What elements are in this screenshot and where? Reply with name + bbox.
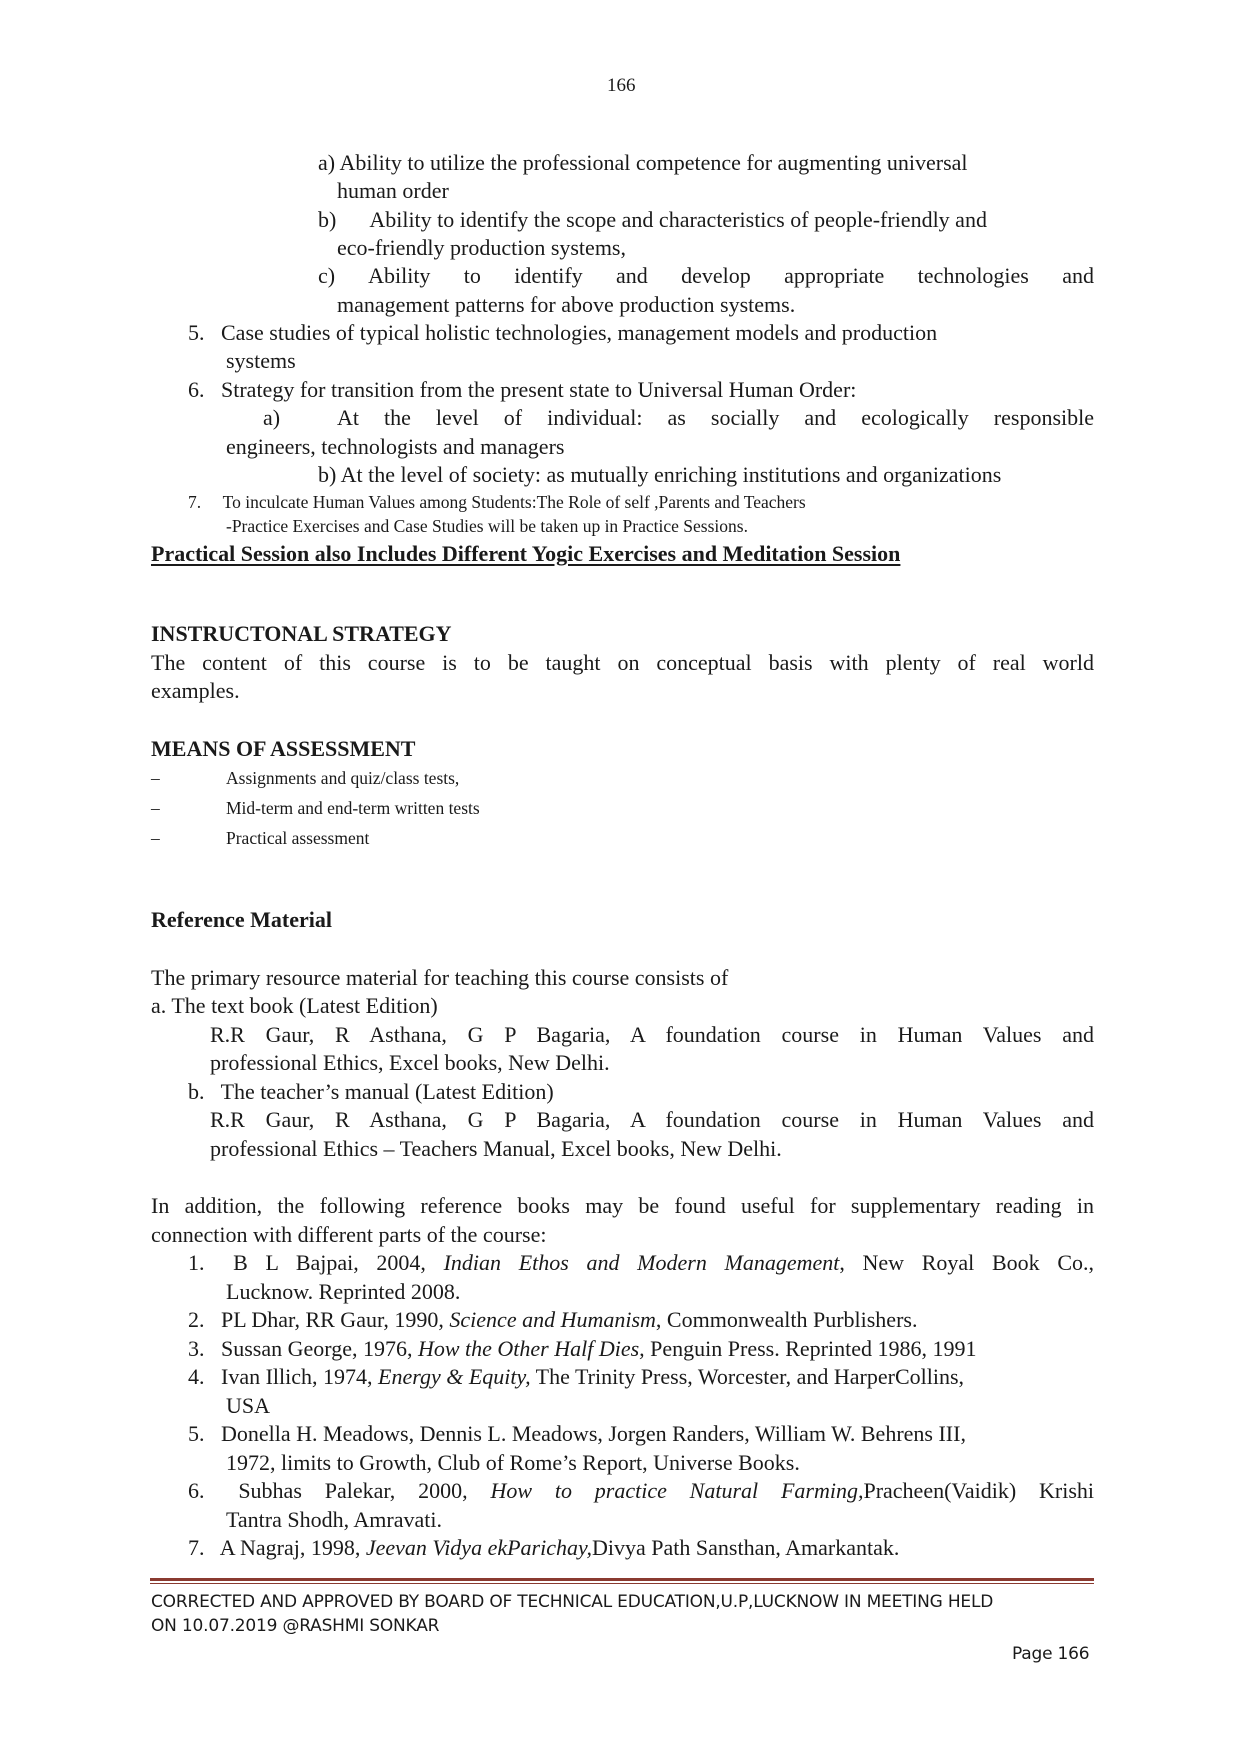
- strategy-heading: INSTRUCTONAL STRATEGY: [151, 621, 452, 646]
- assessment-heading: MEANS OF ASSESSMENT: [151, 736, 416, 761]
- addition-text-line1: In addition, the following reference books may be found useful for supplementary reading in: [151, 1193, 1094, 1218]
- textbook-citation-line1: R.R Gaur, R Asthana, G P Bagaria, A foundation course in Human Values and: [210, 1022, 1094, 1047]
- footer-approval-line1: CORRECTED AND APPROVED BY BOARD OF TECHNICAL EDUCATION,U.P,LUCKNOW IN MEETING HELD: [151, 1592, 994, 1612]
- footer-divider: [150, 1578, 1094, 1581]
- item-5-line2: systems: [226, 348, 296, 373]
- list-item-dash: –: [151, 798, 160, 818]
- item-6-a-line1: a) At the level of individual: as socially and ecologically responsible: [263, 405, 1094, 430]
- item-5-line1: 5. Case studies of typical holistic technologies, management models and production: [188, 320, 938, 345]
- manual-citation-line2: professional Ethics – Teachers Manual, Excel books, New Delhi.: [210, 1136, 782, 1161]
- reference-item-7: 7. A Nagraj, 1998, Jeevan Vidya ekParichay,Divya Path Sansthan, Amarkantak.: [188, 1535, 900, 1560]
- reference-heading: Reference Material: [151, 907, 332, 932]
- primary-resource-text: The primary resource material for teaching this course consists of: [151, 965, 729, 990]
- textbook-item: a. The text book (Latest Edition): [151, 993, 438, 1018]
- strategy-text-line2: examples.: [151, 678, 240, 703]
- addition-text-line2: connection with different parts of the course:: [151, 1222, 547, 1247]
- textbook-citation-line2: professional Ethics, Excel books, New Delhi.: [210, 1050, 610, 1075]
- manual-item: b. The teacher’s manual (Latest Edition): [188, 1079, 554, 1104]
- reference-item-5-cont: 1972, limits to Growth, Club of Rome’s Report, Universe Books.: [226, 1450, 800, 1475]
- reference-item-5: 5. Donella H. Meadows, Dennis L. Meadows, Jorgen Randers, William W. Behrens III,: [188, 1421, 966, 1446]
- item-6-a-line2: engineers, technologists and managers: [226, 434, 565, 459]
- footer-page-label: Page 166: [1012, 1644, 1090, 1664]
- item-a-line2: human order: [337, 178, 449, 203]
- reference-item-4: 4. Ivan Illich, 1974, Energy & Equity, The Trinity Press, Worcester, and HarperCollins,: [188, 1364, 965, 1389]
- item-6-b: b) At the level of society: as mutually enriching institutions and organizations: [318, 462, 1002, 487]
- practical-session-note: Practical Session also Includes Different Yogic Exercises and Meditation Session: [151, 541, 901, 566]
- manual-citation-line1: R.R Gaur, R Asthana, G P Bagaria, A foundation course in Human Values and: [210, 1107, 1094, 1132]
- footer-divider-thin: [150, 1583, 1094, 1584]
- list-item: Assignments and quiz/class tests,: [226, 768, 460, 788]
- list-item: Practical assessment: [226, 828, 370, 848]
- item-7-line1: 7. To inculcate Human Values among Students:The Role of self ,Parents and Teachers: [188, 492, 806, 512]
- list-item-dash: –: [151, 828, 160, 848]
- item-c-line2: management patterns for above production systems.: [337, 292, 796, 317]
- item-a-line1: a) Ability to utilize the professional competence for augmenting universal: [318, 150, 968, 175]
- footer-approval-line2: ON 10.07.2019 @RASHMI SONKAR: [151, 1616, 440, 1636]
- reference-item-4-cont: USA: [226, 1393, 271, 1418]
- reference-item-6-cont: Tantra Shodh, Amravati.: [226, 1507, 442, 1532]
- item-6-line1: 6. Strategy for transition from the present state to Universal Human Order:: [188, 377, 857, 402]
- item-b-line1: b) Ability to identify the scope and characteristics of people-friendly and: [318, 207, 987, 232]
- list-item-dash: –: [151, 768, 160, 788]
- page-number: 166: [607, 75, 636, 96]
- strategy-text-line1: The content of this course is to be taught on conceptual basis with plenty of real world: [151, 650, 1094, 675]
- list-item: Mid-term and end-term written tests: [226, 798, 480, 818]
- reference-item-6: 6. Subhas Palekar, 2000, How to practice Natural Farming,Pracheen(Vaidik) Krishi: [188, 1478, 1095, 1503]
- reference-item-3: 3. Sussan George, 1976, How the Other Half Dies, Penguin Press. Reprinted 1986, 1991: [188, 1336, 977, 1361]
- reference-item-1: 1. B L Bajpai, 2004, Indian Ethos and Modern Management, New Royal Book Co.,: [188, 1250, 1094, 1275]
- reference-item-2: 2. PL Dhar, RR Gaur, 1990, Science and Humanism, Commonwealth Purblishers.: [188, 1307, 918, 1332]
- item-c-line1: c) Ability to identify and develop appropriate technologies and: [318, 263, 1094, 288]
- item-b-line2: eco-friendly production systems,: [337, 235, 626, 260]
- item-7-line2: -Practice Exercises and Case Studies will be taken up in Practice Sessions.: [226, 516, 748, 536]
- reference-item-1-cont: Lucknow. Reprinted 2008.: [226, 1279, 461, 1304]
